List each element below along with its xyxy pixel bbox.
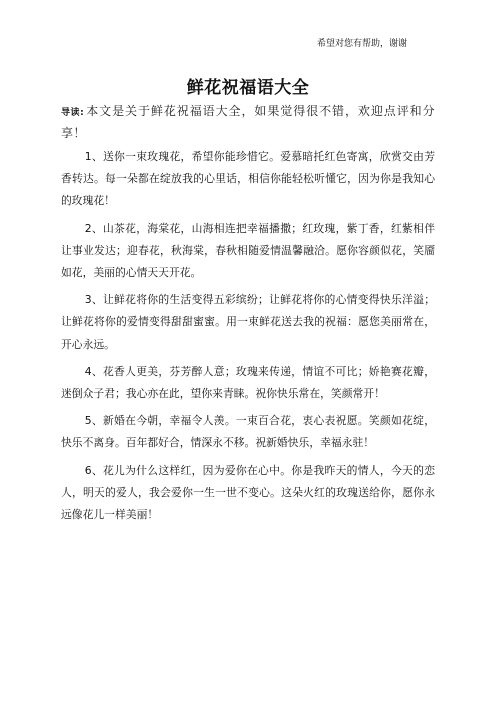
header-note: 希望对您有帮助，谢谢 — [316, 39, 407, 49]
intro-text: 本文是关于鲜花祝福语大全，如果觉得很不错，欢迎点评和分享！ — [61, 104, 435, 140]
blessing-paragraph-5: 5、新婚在今朝，幸福令人羡。一束百合花，衷心表祝愿。笑颜如花绽，快乐不离身。百年都好合，情深永不移。祝新婚快乐，幸福永驻！ — [61, 414, 435, 450]
blessing-paragraph-6: 6、花儿为什么这样红，因为爱你在心中。你是我昨天的情人，今天的恋人，明天的爱人，我会爱你一生一世不变心。这朵火红的玫瑰送给你，愿你永远像花儿一样美丽！ — [61, 463, 435, 522]
intro-label: 导读: — [61, 108, 84, 118]
page-title: 鲜花祝福语大全 — [186, 78, 310, 99]
blessing-paragraph-1: 1、送你一束玫瑰花，希望你能珍惜它。爱慕暗托红色寄寓，欣赏交由芳香转达。每一朵都在绽放我的心里话，相信你能轻松听懂它，因为你是我知心的玫瑰花！ — [61, 150, 435, 208]
blessing-paragraph-3: 3、让鲜花将你的生活变得五彩缤纷；让鲜花将你的心情变得快乐洋溢；让鲜花将你的爱情变得甜甜蜜蜜。用一束鲜花送去我的祝福：愿您美丽常在，开心永远。 — [61, 293, 435, 351]
intro-paragraph — [61, 101, 435, 143]
blessing-paragraph-2: 2、山茶花，海棠花，山海相连把幸福播撒；红玫瑰，紫丁香，红紫相伴让事业发达；迎春花，秋海棠，春秋相随爱情温馨融洽。愿你容颜似花，笑靥如花，美丽的心情天天开花。 — [61, 221, 435, 280]
blessing-paragraph-4: 4、花香人更美，芬芳醉人意；玫瑰来传递，情谊不可比；娇艳赛花瓣，迷倒众子君；我心亦在此，望你来青睐。祝你快乐常在，笑颜常开！ — [61, 364, 435, 401]
document-body — [61, 101, 435, 531]
